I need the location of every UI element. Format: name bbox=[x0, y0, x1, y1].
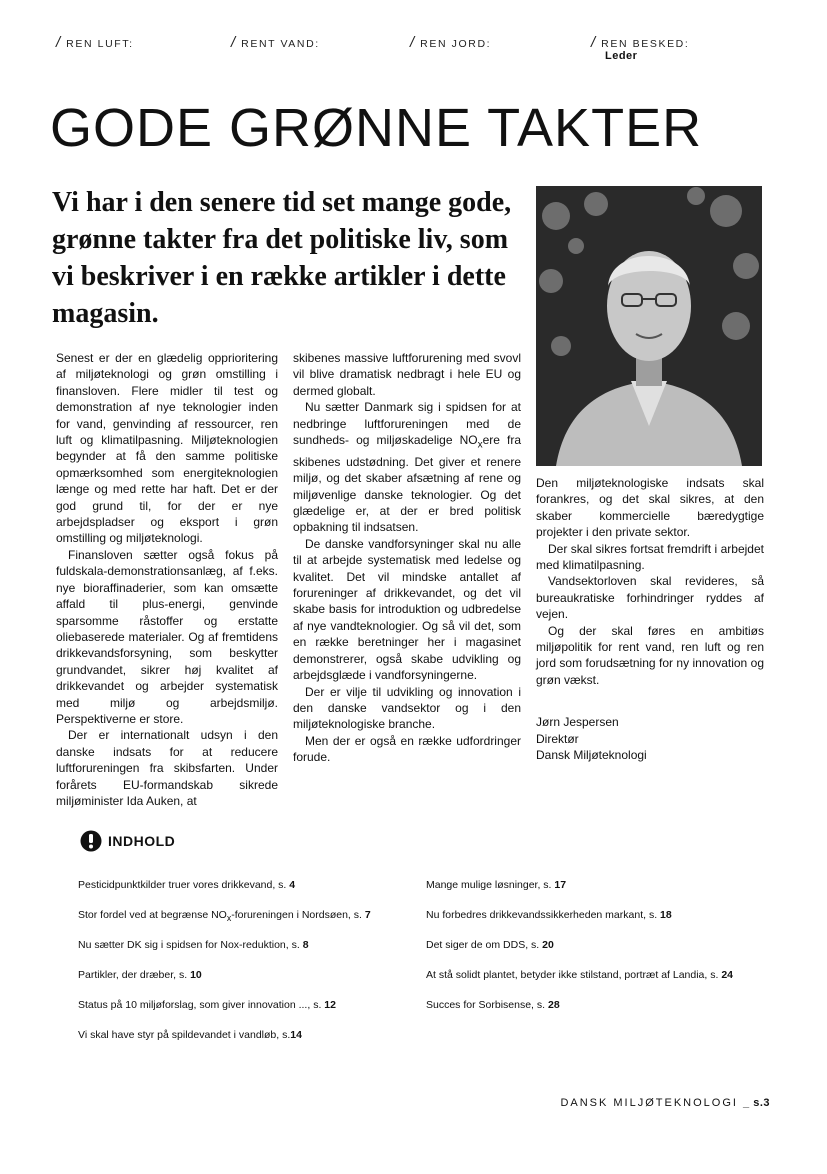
toc-item-text: Nu sætter DK sig i spidsen for Nox-reduktion, s. bbox=[78, 939, 300, 951]
category-rent-vand bbox=[231, 34, 320, 51]
toc-item[interactable] bbox=[78, 960, 408, 990]
exclamation-icon bbox=[80, 830, 102, 852]
toc-item-text: Status på 10 miljøforslag, som giver innovation ..., s. bbox=[78, 999, 322, 1011]
toc-item-page: 14 bbox=[290, 1029, 302, 1041]
category-ren-luft bbox=[56, 34, 134, 51]
paragraph: Der er vilje til udvikling og innovation i den danske vandsektor og i den miljøteknologiske branche. bbox=[293, 684, 521, 732]
toc-item-text: Det siger de om DDS, s. bbox=[426, 939, 540, 951]
subscript: x bbox=[226, 913, 232, 924]
toc-item-text: Nu forbedres drikkevandssikkerheden markant, s. bbox=[426, 909, 658, 921]
toc-item-page: 8 bbox=[302, 939, 309, 951]
toc-item-page: 18 bbox=[660, 909, 672, 921]
category-label: RENT VAND: bbox=[241, 38, 320, 50]
paragraph: Vandsektorloven skal revideres, så bureaukratiske forhindringer ryddes af vejen. bbox=[536, 574, 764, 622]
body-column-3 bbox=[536, 475, 764, 764]
toc-list-right bbox=[426, 870, 786, 1020]
category-label: REN LUFT: bbox=[66, 38, 134, 50]
paragraph: Der skal sikres fortsat fremdrift i arbejdet med klimatilpasning. bbox=[536, 541, 764, 573]
toc-item[interactable] bbox=[426, 900, 786, 930]
paragraph: De danske vandforsyninger skal nu alle til at arbejde systematisk med ledelse og kvalitet. Det vil mindske antallet af forureninger af drikkevandet, og det vil skabe basis for introduktion og udbredelse af nye vandteknologier. Og så vil det, som en række beretninger her i magasinet demonstrerer, også skabe udvikling og arbejdsglæde i vandforsyningerne. bbox=[293, 536, 521, 683]
category-ren-jord bbox=[410, 34, 491, 51]
toc-item-page: 20 bbox=[542, 939, 554, 951]
section-name: Leder bbox=[605, 50, 638, 62]
toc-item[interactable] bbox=[78, 1020, 408, 1050]
toc-item-page: 17 bbox=[554, 879, 567, 891]
publication-name: DANSK MILJØTEKNOLOGI bbox=[560, 1097, 738, 1109]
toc-item-text: Mange mulige løsninger, s. bbox=[426, 879, 552, 891]
toc-title: INDHOLD bbox=[108, 833, 176, 849]
toc-item[interactable] bbox=[426, 990, 786, 1020]
paragraph: skibenes massive luftforurening med svovl vil blive dramatisk nedbragt i hele EU og dermed globalt. bbox=[293, 351, 521, 398]
slash-glyph: / bbox=[231, 34, 236, 51]
toc-item-page: 4 bbox=[289, 879, 296, 891]
toc-item-page: 7 bbox=[364, 909, 371, 921]
toc-item[interactable] bbox=[426, 960, 786, 990]
category-ren-besked bbox=[591, 34, 689, 51]
paragraph: Og der skal føres en ambitiøs miljøpolitik for rent vand, ren luft og ren jord som forudsætning for ny innovation og grøn vækst. bbox=[536, 623, 764, 687]
category-label: REN BESKED: bbox=[601, 38, 690, 50]
signature bbox=[536, 714, 764, 763]
toc-item-page: 24 bbox=[721, 969, 734, 981]
toc-item-page: 12 bbox=[324, 999, 336, 1011]
slash-glyph: / bbox=[56, 34, 61, 51]
toc-header bbox=[80, 830, 175, 852]
category-label: REN JORD: bbox=[420, 38, 492, 50]
body-column-2 bbox=[293, 350, 521, 766]
page-number: _ s.3 bbox=[743, 1097, 770, 1109]
signature-role: Direktør bbox=[536, 731, 579, 746]
portrait-photo bbox=[536, 186, 762, 466]
body-column-1 bbox=[56, 350, 278, 809]
signature-name: Jørn Jespersen bbox=[536, 715, 619, 730]
toc-item-text: At stå solidt plantet, betyder ikke stilstand, portræt af Landia, s. bbox=[426, 969, 719, 981]
toc-item[interactable] bbox=[426, 930, 786, 960]
category-bar bbox=[56, 34, 776, 70]
toc-item[interactable] bbox=[78, 870, 408, 900]
toc-item-text: Stor fordel ved at begrænse NO bbox=[78, 909, 227, 921]
toc-item-text: Vi skal have styr på spildevandet i vandløb, s. bbox=[78, 1029, 291, 1041]
subscript: x bbox=[477, 439, 483, 451]
slash-glyph: / bbox=[591, 34, 596, 51]
paragraph: Finansloven sætter også fokus på fuldskala-demonstrationsanlæg, af f.eks. nye bioraffinaderier, som kan omsætte affald til plus-energi, genvinde sparsomme råstoffer og erstatte oliebaserede materialer. Og af fremtidens drikkevandsforsyning, som beskytter grundvandet, sikrer høj kvalitet af drikkevandet og arbejder systematisk med miljø og arbejdsmiljø. Perspektiverne er store. bbox=[56, 547, 278, 726]
toc-item-page: 28 bbox=[547, 999, 560, 1011]
text-span: Nu sætter Danmark sig i spidsen for at nedbringe luftforureningen med de sundheds- og miljøskadelige NO bbox=[293, 400, 521, 448]
toc-item-text: -forureningen i Nordsøen, s. bbox=[231, 909, 362, 921]
toc-list-left bbox=[78, 870, 408, 1050]
toc-item[interactable] bbox=[426, 870, 786, 900]
paragraph: Der er internationalt udsyn i den danske indsats for at reducere luftforureningen fra skibsfarten. Under forårets EU-formandskab sikrede miljøminister Ida Auken, at bbox=[56, 728, 278, 808]
page-footer bbox=[560, 1097, 770, 1109]
toc-item-text: Pesticidpunktkilder truer vores drikkevand, s. bbox=[78, 879, 287, 891]
toc-item-text: Succes for Sorbisense, s. bbox=[426, 999, 546, 1011]
toc-item[interactable] bbox=[78, 990, 408, 1020]
text-span: ere fra skibenes udstødning. Det giver et renere miljø, og det skaber afsætning af rene og miljøvenlige danske teknologier. Og det glædelige er, at der er bred politisk opbakning til indsatsen. bbox=[293, 433, 521, 535]
signature-org: Dansk Miljøteknologi bbox=[536, 748, 647, 763]
paragraph bbox=[293, 399, 521, 536]
toc-item[interactable] bbox=[78, 900, 408, 930]
paragraph: Den miljøteknologiske indsats skal forankres, og det skal sikres, at den skaber kommercielle bæredygtige projekter i den private sektor. bbox=[536, 476, 764, 540]
toc-item-page: 10 bbox=[190, 969, 202, 981]
table-of-contents bbox=[60, 830, 780, 1060]
toc-item-text: Partikler, der dræber, s. bbox=[78, 969, 188, 981]
paragraph: Men der er også en række udfordringer forude. bbox=[293, 733, 521, 765]
page-title: GODE GRØNNE TAKTER bbox=[50, 98, 703, 158]
lead-text: Vi har i den senere tid set mange gode, grønne takter fra det politiske liv, som vi beskriver i en række artikler i dette magasin. bbox=[52, 187, 512, 329]
paragraph: Senest er der en glædelig opprioritering af miljøteknologi og grøn omstilling i finansloven. Flere midler til test og demonstration af nye teknologier inden for vand, genvinding af ressourcer, ren luft og klimatilpasning. Miljøteknologien begynder at få den samme politiske opmærksomhed som energiteknologien længe og med rette har haft. Det er der god grund til, for der er nye arbejdspladser og eksport i grøn omstilling og miljøteknologi. bbox=[56, 351, 278, 546]
toc-item[interactable] bbox=[78, 930, 408, 960]
slash-glyph: / bbox=[410, 34, 415, 51]
